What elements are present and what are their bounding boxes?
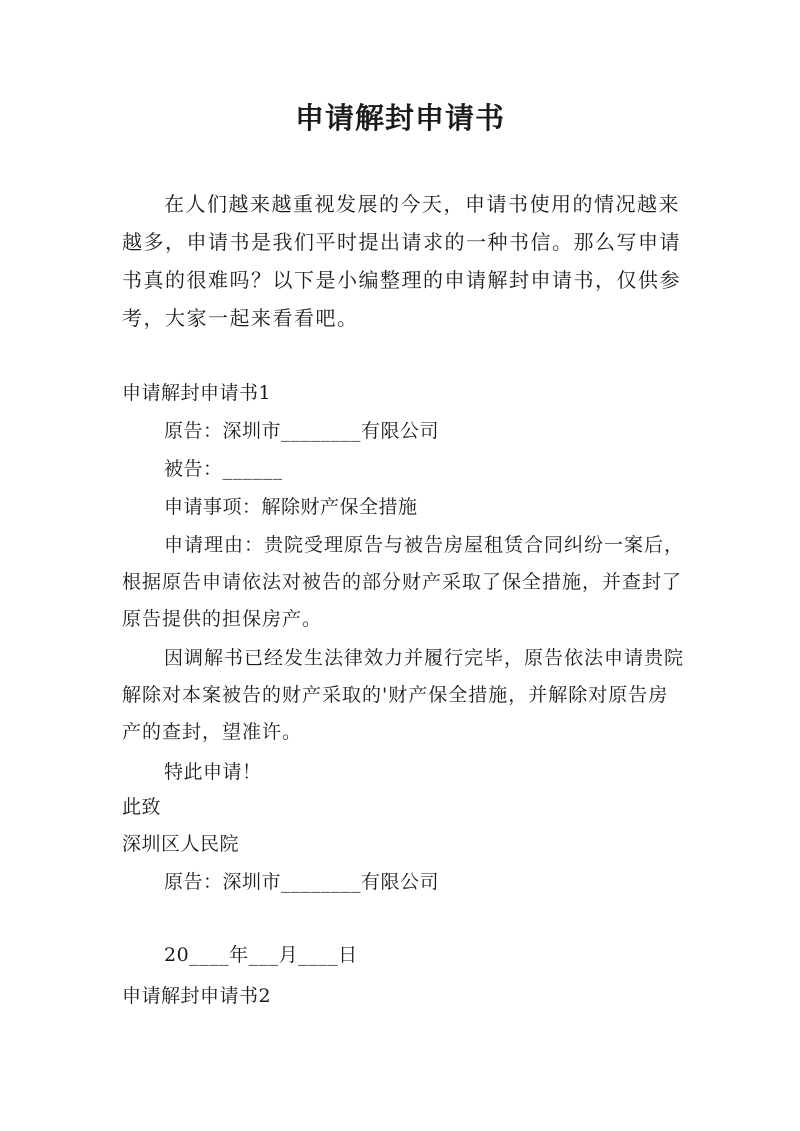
salutation-line: 此致 xyxy=(122,796,162,818)
signature-line: 原告：深圳市________有限公司 xyxy=(164,871,440,893)
intro-paragraph: 在人们越来越重视发展的今天，申请书使用的情况越来越多，申请书是我们平时提出请求的一种书信。那么写申请书真的很难吗？以下是小编整理的申请解封申请书，仅供参考，大家一起来看看吧。 xyxy=(122,192,681,330)
request-matter-line: 申请事项：解除财产保全措施 xyxy=(164,496,418,518)
request-reason-paragraph: 申请理由：贵院受理原告与被告房屋租赁合同纠纷一案后，根据原告申请依法对被告的部分财产采取了保全措施，并查封了原告提供的担保房产。 xyxy=(122,534,685,630)
date-line: 20____年___月____日 xyxy=(164,944,358,966)
section-1-heading: 申请解封申请书1 xyxy=(122,382,272,404)
defendant-line: 被告：______ xyxy=(164,458,283,480)
section-2-heading: 申请解封申请书2 xyxy=(122,985,272,1007)
request-body-paragraph: 因调解书已经发生法律效力并履行完毕，原告依法申请贵院解除对本案被告的财产采取的'财产保全措施，并解除对原告房产的查封，望准许。 xyxy=(122,647,685,743)
document-title: 申请解封申请书 xyxy=(294,101,505,135)
court-name-line: 深圳区人民院 xyxy=(122,833,240,855)
plaintiff-line: 原告：深圳市________有限公司 xyxy=(164,420,440,442)
closing-line: 特此申请！ xyxy=(164,761,262,783)
